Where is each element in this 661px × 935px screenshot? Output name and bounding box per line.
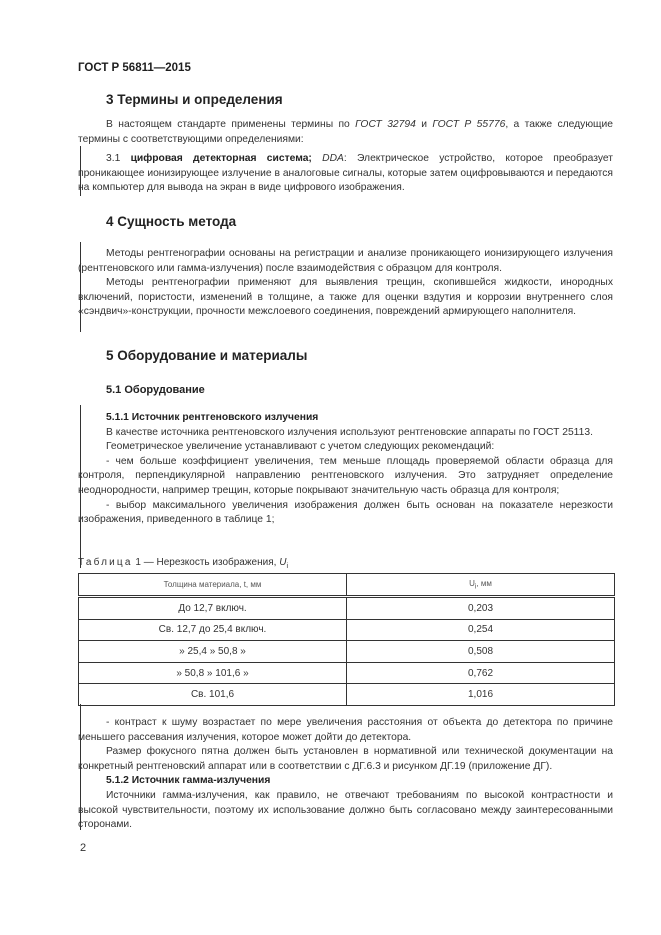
table-1-caption: Таблица 1 — Нерезкость изображения, $U_i$ (78, 557, 288, 570)
table-row (79, 662, 615, 684)
subsection-5-1-2-title: 5.1.2 Источник гамма-излучения (106, 775, 271, 787)
page-number: 2 (80, 842, 87, 854)
term-3-1: 3.1 цифровая детекторная система; DDA: Электрическое устройство, которое преобразует проникающее ионизирующее излучение в аналоговые сигналы, которые затем оцифровываются и передаются на компьютер для вывода на экран в виде цифрового изображения. (78, 153, 614, 194)
cell-thickness: » 50,8 » 101,6 » (79, 662, 347, 684)
section-3-intro: В настоящем стандарте применены термины по ГОСТ 32794 и ГОСТ Р 55776, а также следующие термины с соответствующими определениями: (78, 119, 613, 145)
table-row (79, 641, 615, 663)
paragraph: Размер фокусного пятна должен быть установлен в нормативной или технической документации на конкретный рентгеновский аппарат или в соответствии с ДГ.6.3 и рисунком ДГ.19 (приложение ДГ). (78, 746, 613, 772)
cell-thickness: Св. 101,6 (79, 684, 347, 706)
header-unsharpness: $U_i$, мм (347, 574, 615, 597)
cell-unsharpness: 0,254 (347, 619, 615, 641)
term-abbr: DDA (311, 153, 344, 164)
cell-unsharpness: 0,762 (347, 662, 615, 684)
section-3-title: 3 Термины и определения (106, 92, 283, 107)
term-name: цифровая детекторная система; (130, 153, 312, 164)
paragraph: Геометрическое увеличение устанавливают с учетом следующих рекомендаций: (106, 441, 495, 453)
cell-thickness: » 25,4 » 50,8 » (79, 641, 347, 663)
table-row (79, 619, 615, 641)
table-1 (78, 573, 615, 706)
ref-gost-r-55776: ГОСТ Р 55776 (432, 119, 506, 130)
list-item: - контраст к шуму возрастает по мере увеличения расстояния от объекта до детектора по причине меньшего рассевания излучения, которое может дойти до детектора. (78, 717, 613, 743)
subsection-5-1-title: 5.1 Оборудование (106, 384, 205, 396)
cell-thickness: До 12,7 включ. (79, 597, 347, 620)
ref-gost-32794: ГОСТ 32794 (355, 119, 416, 130)
table-row (79, 684, 615, 706)
subsection-5-1-1 (78, 411, 613, 528)
section-4-body (78, 247, 613, 320)
section-5-continued (78, 716, 613, 833)
subsection-5-1-1-title: 5.1.1 Источник рентгеновского излучения (106, 412, 319, 423)
cell-unsharpness: 0,508 (347, 641, 615, 663)
list-item: - чем больше коэффициент увеличения, тем меньше площадь проверяемой области образца для контроля, перпендикулярной направлению рентгеновского излучения. Это затрудняет определение неоднородности, например трещин, которые покрывают значительную часть образца для контроля; (78, 455, 613, 496)
cell-thickness: Св. 12,7 до 25,4 включ. (79, 619, 347, 641)
standard-header: ГОСТ Р 56811—2015 (78, 62, 191, 74)
cell-unsharpness: 1,016 (347, 684, 615, 706)
list-item: - выбор максимального увеличения изображения должен быть основан на показателе нерезкости изображения, приведенного в таблице 1; (78, 499, 613, 526)
paragraph: В качестве источника рентгеновского излучения используют рентгеновские аппараты по ГОСТ 25113. (106, 426, 593, 438)
table-header-row (79, 574, 615, 597)
paragraph: Методы рентгенографии применяют для выявления трещин, скопившейся жидкости, инородных включений, пористости, изменений в толщине, а также для оценки вздутия и коррозии внутреннего слоя «сэндвич»-конструкции, прочности межслоевого соединения, повреждений армирующего наполнителя. (78, 277, 613, 318)
paragraph: Методы рентгенографии основаны на регистрации и анализе проникающего ионизирующего излучения (рентгеновского или гамма-излучения) после взаимодействия с образцом для контроля. (78, 248, 613, 274)
paragraph: Источники гамма-излучения, как правило, не отвечают требованиям по высокой контрастности и высокой чувствительности, поэтому их использование должно быть согласовано между заинтересованными сторонами. (78, 789, 613, 831)
header-thickness: Толщина материала, t, мм (79, 574, 347, 597)
table-row (79, 597, 615, 620)
cell-unsharpness: 0,203 (347, 597, 615, 620)
section-4-title: 4 Сущность метода (106, 214, 237, 229)
section-5-title: 5 Оборудование и материалы (106, 348, 308, 363)
